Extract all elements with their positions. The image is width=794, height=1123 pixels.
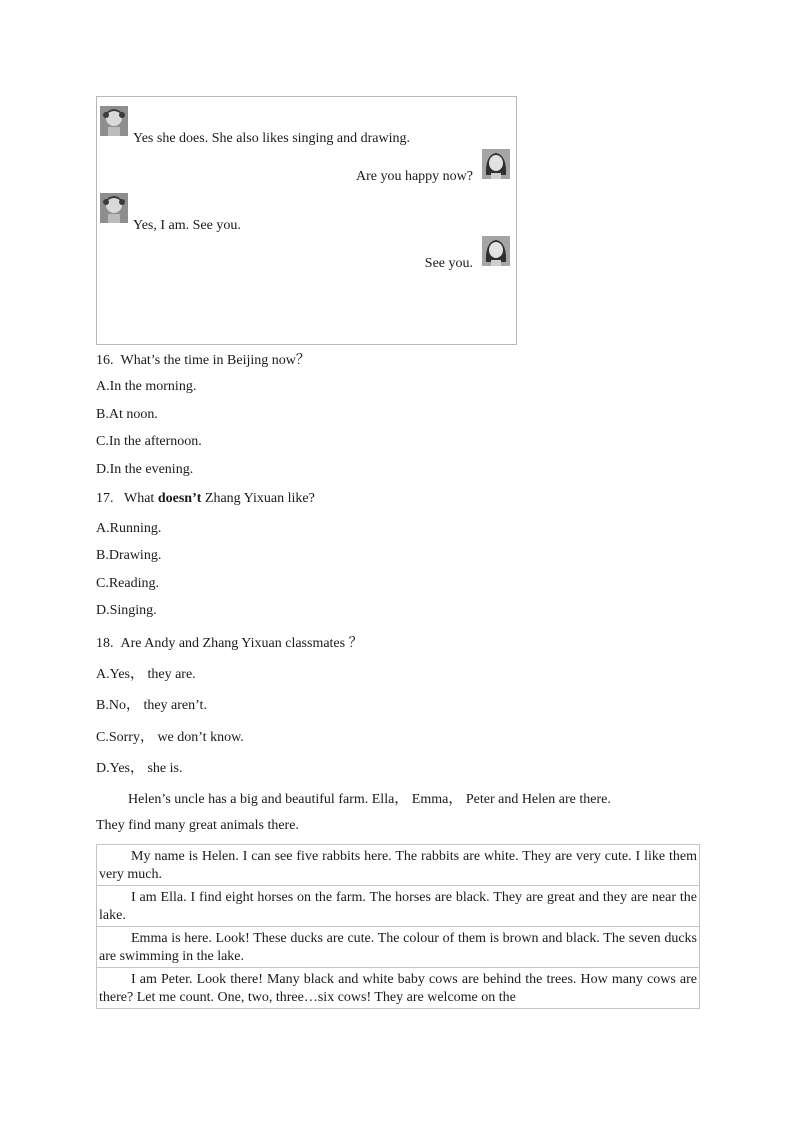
dialog-line-4: See you.	[424, 256, 473, 271]
question-text-after: Zhang Yixuan like?	[204, 491, 315, 506]
question-text: What’s the time in Beijing now？	[120, 353, 310, 368]
question-number: 16.	[96, 353, 114, 368]
question-17	[96, 491, 315, 507]
story-cell-emma: Emma is here. Look! These ducks are cute. The colour of them is brown and black. The seven ducks are swimming in the lake.	[97, 927, 700, 968]
option-16-b[interactable]: B.At noon.	[96, 407, 158, 422]
girl-avatar-icon	[100, 193, 128, 223]
option-17-d[interactable]: D.Singing.	[96, 603, 157, 618]
story-cell-ella: I am Ella. I find eight horses on the farm. The horses are black. They are great and they are near the lake.	[97, 886, 700, 927]
question-16	[96, 349, 310, 369]
table-row	[97, 886, 700, 927]
question-number: 17.	[96, 491, 114, 506]
dialog-line-2: Are you happy now?	[355, 169, 473, 184]
option-17-b[interactable]: B.Drawing.	[96, 548, 162, 563]
girl-avatar-icon	[100, 106, 128, 136]
story-cell-peter: I am Peter. Look there! Many black and white baby cows are behind the trees. How many cows are there? Let me count. One, two, three…six cows! They are welcome on the	[97, 968, 700, 1009]
option-16-a[interactable]: A.In the morning.	[96, 379, 197, 394]
question-number: 18.	[96, 636, 114, 651]
option-18-c[interactable]: C.Sorry， we don’t know.	[96, 730, 244, 745]
question-text: Are Andy and Zhang Yixuan classmates ？	[120, 636, 363, 651]
story-cell-helen: My name is Helen. I can see five rabbits here. The rabbits are white. They are very cute. I like them very much.	[97, 845, 700, 886]
question-18	[96, 632, 363, 652]
dialog-box	[96, 96, 517, 345]
story-table	[96, 844, 700, 1009]
option-16-c[interactable]: C.In the afternoon.	[96, 434, 202, 449]
question-text-before: What	[124, 491, 155, 506]
dialog-line-1: Yes she does. She also likes singing and drawing.	[133, 131, 411, 146]
option-18-a[interactable]: A.Yes， they are.	[96, 667, 196, 682]
table-row	[97, 845, 700, 886]
question-text-bold: doesn’t	[157, 491, 202, 506]
table-row	[97, 927, 700, 968]
table-row	[97, 968, 700, 1009]
option-17-c[interactable]: C.Reading.	[96, 576, 159, 591]
passage-intro-line-1: Helen’s uncle has a big and beautiful farm. Ella， Emma， Peter and Helen are there.	[128, 792, 611, 807]
option-17-a[interactable]: A.Running.	[96, 521, 162, 536]
dialog-line-3: Yes, I am. See you.	[133, 218, 241, 233]
woman-avatar-icon	[482, 149, 510, 179]
option-18-d[interactable]: D.Yes， she is.	[96, 761, 183, 776]
option-18-b[interactable]: B.No， they aren’t.	[96, 698, 207, 713]
woman-avatar-icon	[482, 236, 510, 266]
option-16-d[interactable]: D.In the evening.	[96, 462, 194, 477]
passage-intro-line-2: They find many great animals there.	[96, 818, 299, 833]
